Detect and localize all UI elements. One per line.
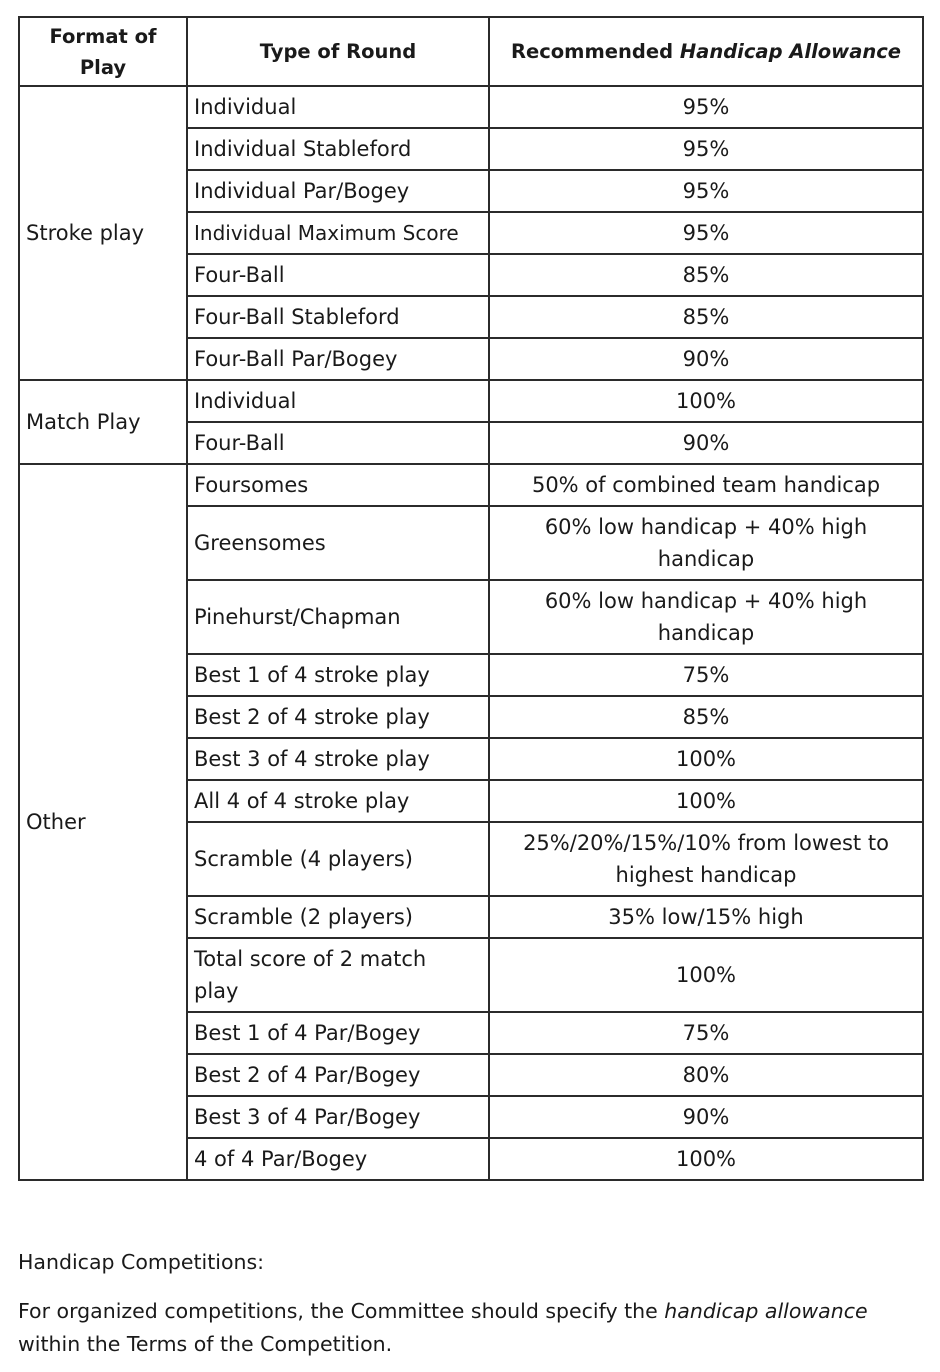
allowance-cell: 90%	[489, 338, 923, 380]
round-cell: Individual Stableford	[187, 128, 489, 170]
round-cell: Individual	[187, 380, 489, 422]
allowance-cell: 95%	[489, 170, 923, 212]
round-cell: Individual Maximum Score	[187, 212, 489, 254]
allowance-cell: 75%	[489, 1012, 923, 1054]
allowance-cell: 95%	[489, 128, 923, 170]
round-cell: Greensomes	[187, 506, 489, 580]
round-cell: Best 1 of 4 Par/Bogey	[187, 1012, 489, 1054]
round-cell: Best 1 of 4 stroke play	[187, 654, 489, 696]
header-allowance	[489, 17, 923, 86]
allowance-text: 25%/20%/15%/10% from lowest to highest handicap	[523, 831, 889, 887]
allowance-cell	[489, 580, 923, 654]
allowance-cell: 85%	[489, 696, 923, 738]
format-cell: Stroke play	[19, 86, 187, 380]
round-cell: Foursomes	[187, 464, 489, 506]
round-cell: Scramble (2 players)	[187, 896, 489, 938]
allowance-cell: 75%	[489, 654, 923, 696]
round-cell	[187, 938, 489, 1012]
allowance-cell: 50% of combined team handicap	[489, 464, 923, 506]
round-cell: Four-Ball Stableford	[187, 296, 489, 338]
notes-body-start: For organized competitions, the Committee should specify the	[18, 1299, 665, 1323]
allowance-text: 60% low handicap + 40% high handicap	[544, 515, 868, 571]
table-row	[19, 86, 923, 128]
allowance-cell: 100%	[489, 780, 923, 822]
round-cell: All 4 of 4 stroke play	[187, 780, 489, 822]
allowance-cell	[489, 506, 923, 580]
format-cell: Match Play	[19, 380, 187, 464]
notes-body-em: handicap allowance	[664, 1299, 868, 1323]
header-round: Type of Round	[187, 17, 489, 86]
table-row	[19, 464, 923, 506]
allowance-cell: 90%	[489, 1096, 923, 1138]
round-cell: Best 2 of 4 Par/Bogey	[187, 1054, 489, 1096]
round-text: Total score of 2 match play	[194, 947, 427, 1003]
allowance-cell: 100%	[489, 1138, 923, 1180]
format-cell: Other	[19, 464, 187, 1180]
allowance-cell: 90%	[489, 422, 923, 464]
round-cell: Pinehurst/Chapman	[187, 580, 489, 654]
round-cell: Individual Par/Bogey	[187, 170, 489, 212]
allowance-cell: 85%	[489, 296, 923, 338]
round-cell: Best 2 of 4 stroke play	[187, 696, 489, 738]
header-format-label: Format of Play	[49, 24, 157, 79]
allowance-cell: 95%	[489, 212, 923, 254]
allowance-cell: 35% low/15% high	[489, 896, 923, 938]
notes-body-end: within the Terms of the Competition.	[18, 1332, 393, 1356]
round-cell: Four-Ball	[187, 422, 489, 464]
handicap-allowance-table	[18, 16, 924, 1181]
round-cell: Best 3 of 4 Par/Bogey	[187, 1096, 489, 1138]
notes-heading: Handicap Competitions:	[18, 1250, 265, 1274]
round-cell: Best 3 of 4 stroke play	[187, 738, 489, 780]
allowance-cell	[489, 822, 923, 896]
round-cell: Four-Ball Par/Bogey	[187, 338, 489, 380]
allowance-text: 60% low handicap + 40% high handicap	[544, 589, 868, 645]
allowance-cell: 100%	[489, 938, 923, 1012]
table-row	[19, 380, 923, 422]
notes-body	[18, 1295, 928, 1361]
round-cell: 4 of 4 Par/Bogey	[187, 1138, 489, 1180]
header-allowance-em: Handicap Allowance	[679, 40, 902, 63]
table-header-row	[19, 17, 923, 86]
allowance-cell: 100%	[489, 738, 923, 780]
header-allowance-prefix: Recommended	[510, 40, 674, 63]
round-cell: Scramble (4 players)	[187, 822, 489, 896]
allowance-cell: 95%	[489, 86, 923, 128]
allowance-cell: 80%	[489, 1054, 923, 1096]
round-cell: Individual	[187, 86, 489, 128]
allowance-cell: 85%	[489, 254, 923, 296]
round-cell: Four-Ball	[187, 254, 489, 296]
allowance-cell: 100%	[489, 380, 923, 422]
header-format	[19, 17, 187, 86]
